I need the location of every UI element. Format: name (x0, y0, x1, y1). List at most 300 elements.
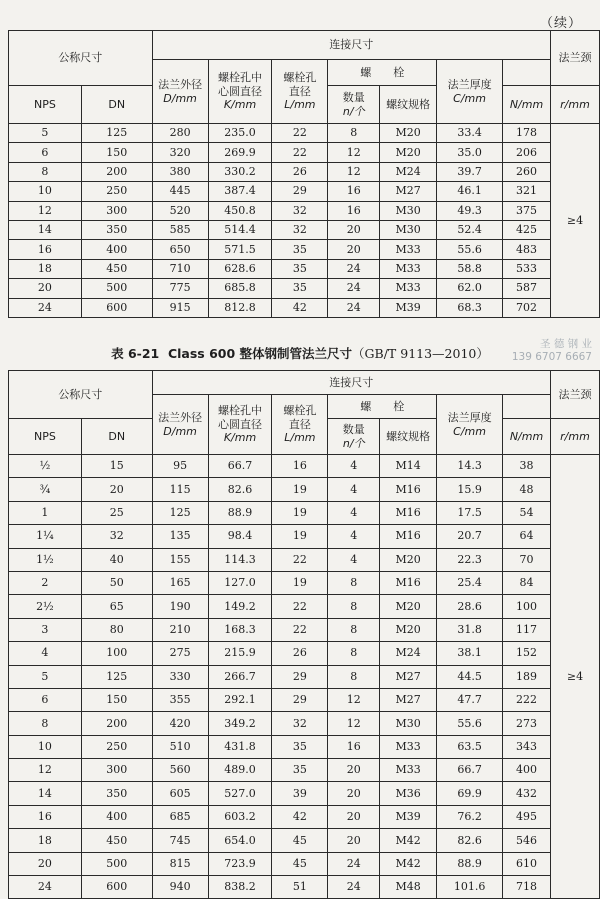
table-cell: 280 (152, 124, 208, 143)
table-cell: 155 (152, 548, 208, 571)
table-cell: 4 (328, 548, 380, 571)
table-cell: 44.5 (437, 665, 503, 688)
table-cell: 1¼ (9, 525, 82, 548)
table-cell: 66.7 (208, 455, 272, 478)
table-cell: 12 (9, 201, 82, 220)
table-cell: 200 (81, 162, 152, 181)
table-cell: 483 (503, 240, 551, 259)
table-cell: 745 (152, 829, 208, 852)
table-row (9, 162, 600, 181)
table-cell: M20 (380, 124, 437, 143)
table-cell: M27 (380, 665, 437, 688)
table-row (9, 124, 600, 143)
table-cell: 42 (272, 805, 328, 828)
table-cell: 812.8 (208, 298, 272, 317)
table-cell: 24 (328, 279, 380, 298)
table-cell: 29 (272, 665, 328, 688)
table-cell: 431.8 (208, 735, 272, 758)
table-cell: 52.4 (437, 220, 503, 239)
table-cell: 200 (81, 712, 152, 735)
table-row (9, 220, 600, 239)
table-cell: 349.2 (208, 712, 272, 735)
table-cell: 275 (152, 642, 208, 665)
table-cell: 31.8 (437, 618, 503, 641)
table-cell: 343 (503, 735, 551, 758)
header-thread: 螺纹规格 (380, 86, 437, 124)
table-cell: 35 (272, 240, 328, 259)
table-cell: 29 (272, 182, 328, 201)
table-cell: 587 (503, 279, 551, 298)
table-cell: 260 (503, 162, 551, 181)
table-cell: 22 (272, 618, 328, 641)
table-cell: 425 (503, 220, 551, 239)
table-cell: 47.7 (437, 688, 503, 711)
table-cell: 266.7 (208, 665, 272, 688)
table-cell: M24 (380, 162, 437, 181)
table-cell: 533 (503, 259, 551, 278)
table-cell: 16 (272, 455, 328, 478)
table-cell: M33 (380, 759, 437, 782)
table-row (9, 143, 600, 162)
table-cell: 63.5 (437, 735, 503, 758)
table-cell: 38.1 (437, 642, 503, 665)
header-l: 螺栓孔 直径 L/mm (272, 60, 328, 124)
table-cell: 178 (503, 124, 551, 143)
table-cell: 49.3 (437, 201, 503, 220)
table-cell: 66.7 (437, 759, 503, 782)
table-cell: 101.6 (437, 876, 503, 899)
table-cell: 32 (272, 712, 328, 735)
neck-r-value: ≥4 (550, 124, 599, 318)
header-nps: NPS (9, 419, 82, 455)
table-row (9, 259, 600, 278)
table-cell: M42 (380, 852, 437, 875)
table-cell: M30 (380, 712, 437, 735)
table-cell: M48 (380, 876, 437, 899)
table-cell: 35 (272, 279, 328, 298)
table-cell: M20 (380, 143, 437, 162)
table-cell: 40 (81, 548, 152, 571)
table-cell: M20 (380, 618, 437, 641)
table-cell: M14 (380, 455, 437, 478)
table-cell: 16 (328, 735, 380, 758)
table-cell: 22 (272, 143, 328, 162)
table-cell: 42 (272, 298, 328, 317)
table-cell: M33 (380, 735, 437, 758)
table-row (9, 712, 600, 735)
table-cell: 718 (503, 876, 551, 899)
table-cell: 22 (272, 595, 328, 618)
table-cell: M16 (380, 501, 437, 524)
table-cell: 723.9 (208, 852, 272, 875)
table-cell: ¾ (9, 478, 82, 501)
table-row (9, 665, 600, 688)
header-nominal: 公称尺寸 (9, 31, 153, 86)
table-cell: 654.0 (208, 829, 272, 852)
header-nominal: 公称尺寸 (9, 371, 153, 419)
table-cell: 20 (9, 852, 82, 875)
table-cell: M24 (380, 642, 437, 665)
table-cell: 24 (9, 298, 82, 317)
table-cell: 190 (152, 595, 208, 618)
table-row (9, 182, 600, 201)
table-cell: 702 (503, 298, 551, 317)
table-cell: 24 (328, 852, 380, 875)
table-cell: 400 (81, 805, 152, 828)
header-bolt: 螺 栓 (328, 395, 437, 419)
table-cell: 250 (81, 182, 152, 201)
table-cell: M27 (380, 688, 437, 711)
table-cell: 15 (81, 455, 152, 478)
table-cell: 168.3 (208, 618, 272, 641)
table-cell: 420 (152, 712, 208, 735)
table-cell: 250 (81, 735, 152, 758)
table-cell: 4 (328, 525, 380, 548)
table-cell: 5 (9, 124, 82, 143)
header-n: 数量 n/个 (328, 419, 380, 455)
table-cell: 35.0 (437, 143, 503, 162)
table-cell: 10 (9, 735, 82, 758)
header-neck-r: r/mm (550, 419, 599, 455)
table-cell: 10 (9, 182, 82, 201)
table-cell: 495 (503, 805, 551, 828)
table-cell: 35 (272, 259, 328, 278)
table-cell: 815 (152, 852, 208, 875)
table-cell: M33 (380, 279, 437, 298)
flange-table-class600 (8, 370, 600, 899)
table-cell: 114.3 (208, 548, 272, 571)
table-cell: 95 (152, 455, 208, 478)
table-cell: 16 (328, 201, 380, 220)
table-cell: 600 (81, 876, 152, 899)
table-cell: 32 (81, 525, 152, 548)
table-cell: M33 (380, 240, 437, 259)
table-cell: 39 (272, 782, 328, 805)
table-cell: 28.6 (437, 595, 503, 618)
table-cell: 300 (81, 759, 152, 782)
header-k: 螺栓孔中 心圆直径 K/mm (208, 60, 272, 124)
table-cell: 292.1 (208, 688, 272, 711)
table-cell: 610 (503, 852, 551, 875)
table-cell: 400 (81, 240, 152, 259)
table-cell: 82.6 (208, 478, 272, 501)
table-cell: 215.9 (208, 642, 272, 665)
table-cell: 12 (9, 759, 82, 782)
header-neck: 法兰颈 (550, 371, 599, 419)
table-cell: M36 (380, 782, 437, 805)
table-cell: 100 (503, 595, 551, 618)
table-cell: 19 (272, 571, 328, 594)
table-cell: 375 (503, 201, 551, 220)
table-cell: 39.7 (437, 162, 503, 181)
table-row (9, 201, 600, 220)
table-cell: 24 (328, 259, 380, 278)
table-cell: 150 (81, 688, 152, 711)
table-cell: 710 (152, 259, 208, 278)
table-cell: M30 (380, 201, 437, 220)
table-cell: 19 (272, 525, 328, 548)
header-nps: NPS (9, 86, 82, 124)
table-cell: 17.5 (437, 501, 503, 524)
table-cell: 24 (9, 876, 82, 899)
table-cell: 20.7 (437, 525, 503, 548)
table-cell: 16 (9, 240, 82, 259)
table-cell: 76.2 (437, 805, 503, 828)
table-cell: 51 (272, 876, 328, 899)
table-cell: 58.8 (437, 259, 503, 278)
table-cell: 22 (272, 124, 328, 143)
watermark: 圣 德 钢 业 139 6707 6667 (511, 338, 592, 363)
table-cell: 400 (503, 759, 551, 782)
header-l: 螺栓孔 直径 L/mm (272, 395, 328, 455)
table-row (9, 455, 600, 478)
header-connect: 连接尺寸 (152, 371, 550, 395)
table-cell: 321 (503, 182, 551, 201)
table-cell: 514.4 (208, 220, 272, 239)
table-cell: 4 (328, 478, 380, 501)
table-cell: 135 (152, 525, 208, 548)
table-cell: 510 (152, 735, 208, 758)
table-cell: 35 (272, 735, 328, 758)
table-cell: 206 (503, 143, 551, 162)
table-cell: 20 (328, 805, 380, 828)
table-cell: 2 (9, 571, 82, 594)
table-cell: 18 (9, 259, 82, 278)
table-cell: 55.6 (437, 240, 503, 259)
continued-label: （续） (539, 16, 582, 31)
header-thread: 螺纹规格 (380, 419, 437, 455)
table-cell: 775 (152, 279, 208, 298)
table-cell: 12 (328, 712, 380, 735)
table-cell: 16 (328, 182, 380, 201)
table-cell: 26 (272, 642, 328, 665)
table-cell: 26 (272, 162, 328, 181)
table-row (9, 876, 600, 899)
table-cell: 500 (81, 279, 152, 298)
table-cell: 38 (503, 455, 551, 478)
table-cell: 70 (503, 548, 551, 571)
table-cell: 149.2 (208, 595, 272, 618)
table-cell: 269.9 (208, 143, 272, 162)
table-cell: 520 (152, 201, 208, 220)
table-cell: 22.3 (437, 548, 503, 571)
table-cell: 33.4 (437, 124, 503, 143)
table-cell: 32 (272, 201, 328, 220)
table-cell: 235.0 (208, 124, 272, 143)
table-cell: 8 (328, 618, 380, 641)
table-row (9, 618, 600, 641)
flange-table-continued (8, 30, 600, 318)
table-cell: 330.2 (208, 162, 272, 181)
table-row (9, 688, 600, 711)
header-neck: 法兰颈 (550, 31, 599, 86)
table-cell: 50 (81, 571, 152, 594)
table-cell: 127.0 (208, 571, 272, 594)
table-cell: 18 (9, 829, 82, 852)
table-cell: 68.3 (437, 298, 503, 317)
table-cell: 16 (9, 805, 82, 828)
table-cell: 685.8 (208, 279, 272, 298)
table-cell: M30 (380, 220, 437, 239)
table-cell: 605 (152, 782, 208, 805)
table-row (9, 852, 600, 875)
table-cell: 355 (152, 688, 208, 711)
table-cell: M16 (380, 478, 437, 501)
table-cell: 300 (81, 201, 152, 220)
table-cell: 1½ (9, 548, 82, 571)
table-row (9, 525, 600, 548)
table-cell: 685 (152, 805, 208, 828)
table-cell: 8 (328, 665, 380, 688)
table-cell: M33 (380, 259, 437, 278)
header-n: 数量 n/个 (328, 86, 380, 124)
table-cell: 546 (503, 829, 551, 852)
header-dn: DN (81, 419, 152, 455)
table-cell: 115 (152, 478, 208, 501)
table-cell: 19 (272, 501, 328, 524)
table-cell: M42 (380, 829, 437, 852)
neck-r-value: ≥4 (550, 455, 599, 899)
header-k: 螺栓孔中 心圆直径 K/mm (208, 395, 272, 455)
table-cell: 19 (272, 478, 328, 501)
table-cell: 62.0 (437, 279, 503, 298)
table-row (9, 782, 600, 805)
table-cell: 125 (81, 124, 152, 143)
table-cell: 12 (328, 143, 380, 162)
table-cell: 98.4 (208, 525, 272, 548)
table-cell: M20 (380, 595, 437, 618)
table-cell: 14 (9, 220, 82, 239)
table-cell: 387.4 (208, 182, 272, 201)
table-cell: 12 (328, 162, 380, 181)
table-cell: 189 (503, 665, 551, 688)
table-cell: 527.0 (208, 782, 272, 805)
table-cell: 14.3 (437, 455, 503, 478)
table-cell: 14 (9, 782, 82, 805)
table-cell: 210 (152, 618, 208, 641)
table-cell: M16 (380, 525, 437, 548)
table-cell: 915 (152, 298, 208, 317)
table-cell: 330 (152, 665, 208, 688)
table-cell: 320 (152, 143, 208, 162)
table-cell: 273 (503, 712, 551, 735)
table-cell: 628.6 (208, 259, 272, 278)
table-cell: 125 (81, 665, 152, 688)
table-cell: 32 (272, 220, 328, 239)
table-cell: 24 (328, 298, 380, 317)
table-cell: 350 (81, 220, 152, 239)
table-cell: 838.2 (208, 876, 272, 899)
table-cell: 117 (503, 618, 551, 641)
table-cell: M39 (380, 298, 437, 317)
table-cell: 650 (152, 240, 208, 259)
table-row (9, 548, 600, 571)
table-cell: 150 (81, 143, 152, 162)
table-cell: 45 (272, 852, 328, 875)
table-cell: 88.9 (208, 501, 272, 524)
header-neck-n: N/mm (503, 86, 551, 124)
table-cell: 489.0 (208, 759, 272, 782)
table-cell: 4 (328, 501, 380, 524)
header-connect: 连接尺寸 (152, 31, 550, 60)
table-cell: ½ (9, 455, 82, 478)
table-cell: 29 (272, 688, 328, 711)
table-row (9, 279, 600, 298)
table-row (9, 759, 600, 782)
table-row (9, 240, 600, 259)
table-cell: 445 (152, 182, 208, 201)
table-cell: 65 (81, 595, 152, 618)
table-cell: 45 (272, 829, 328, 852)
table-cell: 5 (9, 665, 82, 688)
table-cell: 450 (81, 829, 152, 852)
table-cell: 20 (328, 240, 380, 259)
table-cell: 20 (328, 759, 380, 782)
table-cell: 20 (328, 220, 380, 239)
table-cell: 560 (152, 759, 208, 782)
table-cell: 69.9 (437, 782, 503, 805)
header-neck-n: N/mm (503, 419, 551, 455)
table-cell: 125 (152, 501, 208, 524)
table-cell: 48 (503, 478, 551, 501)
header-c: 法兰厚度 C/mm (437, 60, 503, 124)
table-cell: 25 (81, 501, 152, 524)
header-bolt: 螺 栓 (328, 60, 437, 86)
table-row (9, 501, 600, 524)
table-cell: 24 (328, 876, 380, 899)
table-cell: 450 (81, 259, 152, 278)
header-d: 法兰外径 D/mm (152, 395, 208, 455)
table-cell: 22 (272, 548, 328, 571)
table-cell: 6 (9, 143, 82, 162)
table-cell: 500 (81, 852, 152, 875)
table-cell: M39 (380, 805, 437, 828)
table-cell: 380 (152, 162, 208, 181)
table-cell: 88.9 (437, 852, 503, 875)
table-cell: 600 (81, 298, 152, 317)
table-6-21-title: 表 6-21 Class 600 整体钢制管法兰尺寸（GB/T 9113—2010） (111, 346, 489, 361)
table-cell: 8 (328, 642, 380, 665)
header-c: 法兰厚度 C/mm (437, 395, 503, 455)
table-cell: 64 (503, 525, 551, 548)
table-cell: 80 (81, 618, 152, 641)
header-d: 法兰外径 D/mm (152, 60, 208, 124)
table-row (9, 805, 600, 828)
table-cell: 1 (9, 501, 82, 524)
table-cell: 350 (81, 782, 152, 805)
table-cell: M27 (380, 182, 437, 201)
table-row (9, 478, 600, 501)
table-cell: 4 (328, 455, 380, 478)
table-cell: 585 (152, 220, 208, 239)
table-cell: 46.1 (437, 182, 503, 201)
table-cell: 15.9 (437, 478, 503, 501)
table-cell: 450.8 (208, 201, 272, 220)
table-cell: 8 (9, 712, 82, 735)
table-cell: 25.4 (437, 571, 503, 594)
table-cell: 20 (328, 829, 380, 852)
table-cell: M16 (380, 571, 437, 594)
table-cell: 8 (328, 571, 380, 594)
header-dn: DN (81, 86, 152, 124)
table-cell: 432 (503, 782, 551, 805)
table-cell: 8 (328, 595, 380, 618)
table-row (9, 571, 600, 594)
table-cell: 12 (328, 688, 380, 711)
table-cell: 2½ (9, 595, 82, 618)
table-cell: M20 (380, 548, 437, 571)
table-row (9, 829, 600, 852)
